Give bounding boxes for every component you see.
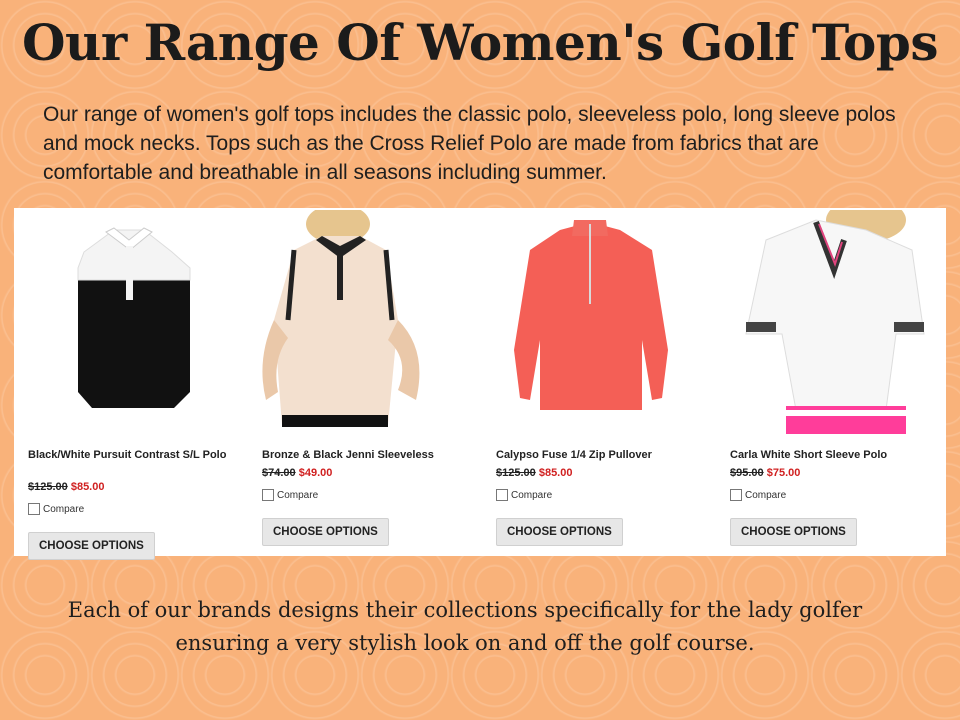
product-card[interactable] bbox=[248, 208, 466, 556]
choose-options-button[interactable]: CHOOSE OPTIONS bbox=[496, 518, 623, 546]
checkbox-icon[interactable] bbox=[262, 489, 274, 501]
original-price: $95.00 bbox=[730, 467, 764, 479]
choose-options-button[interactable]: CHOOSE OPTIONS bbox=[730, 518, 857, 546]
original-price: $74.00 bbox=[262, 467, 296, 479]
product-image-black-white-polo[interactable] bbox=[14, 210, 232, 434]
product-price bbox=[28, 480, 104, 494]
page-title: Our Range Of Women's Golf Tops bbox=[21, 13, 938, 72]
compare-checkbox[interactable] bbox=[496, 489, 552, 501]
original-price: $125.00 bbox=[496, 467, 536, 479]
product-price bbox=[730, 466, 800, 480]
checkbox-icon[interactable] bbox=[730, 489, 742, 501]
product-image-carla-white-polo[interactable] bbox=[716, 210, 934, 434]
product-card[interactable] bbox=[716, 208, 934, 556]
compare-label: Compare bbox=[511, 489, 553, 501]
checkbox-icon[interactable] bbox=[28, 503, 40, 515]
compare-label: Compare bbox=[43, 503, 85, 515]
intro-paragraph: Our range of women's golf tops includes the classic polo, sleeveless polo, long sleeve polos and mock necks. Tops such as the Cross Relief Polo are made from fabrics that are comfortable and breathable in all seasons including summer. bbox=[43, 103, 896, 184]
compare-label: Compare bbox=[277, 489, 319, 501]
product-name[interactable]: Carla White Short Sleeve Polo bbox=[730, 449, 888, 461]
product-name[interactable]: Calypso Fuse 1/4 Zip Pullover bbox=[496, 449, 652, 461]
closing-paragraph: Each of our brands designs their collections specifically for the lady golfer ensuring a very stylish look on and off the golf course. bbox=[67, 598, 863, 655]
product-card[interactable] bbox=[482, 208, 700, 556]
checkbox-icon[interactable] bbox=[496, 489, 508, 501]
product-image-calypso-pullover[interactable] bbox=[482, 210, 700, 434]
sale-price: $85.00 bbox=[538, 467, 573, 479]
product-name[interactable]: Bronze & Black Jenni Sleeveless bbox=[262, 449, 434, 461]
compare-checkbox[interactable] bbox=[730, 489, 786, 501]
product-card[interactable] bbox=[14, 208, 232, 556]
product-name[interactable]: Black/White Pursuit Contrast S/L Polo bbox=[28, 449, 227, 461]
choose-options-button[interactable]: CHOOSE OPTIONS bbox=[28, 532, 155, 560]
product-price bbox=[496, 466, 572, 480]
sale-price: $75.00 bbox=[766, 467, 801, 479]
sale-price: $49.00 bbox=[298, 467, 333, 479]
choose-options-button[interactable]: CHOOSE OPTIONS bbox=[262, 518, 389, 546]
compare-label: Compare bbox=[745, 489, 787, 501]
product-grid bbox=[14, 208, 946, 556]
sale-price: $85.00 bbox=[70, 481, 105, 493]
product-price bbox=[262, 466, 332, 480]
compare-checkbox[interactable] bbox=[28, 503, 84, 515]
original-price: $125.00 bbox=[28, 481, 68, 493]
compare-checkbox[interactable] bbox=[262, 489, 318, 501]
product-image-bronze-black-sleeveless[interactable] bbox=[248, 210, 466, 434]
